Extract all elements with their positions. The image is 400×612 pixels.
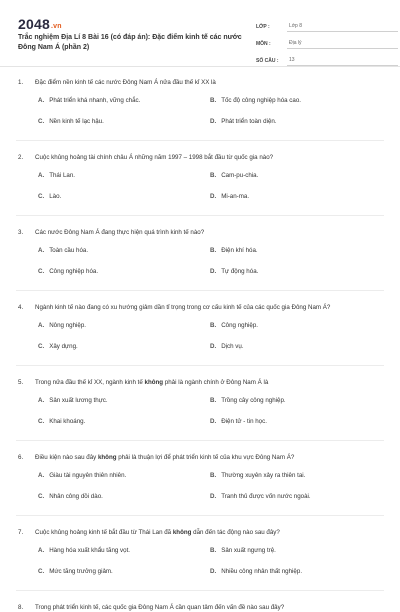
- question-divider: [16, 365, 384, 366]
- answer-option[interactable]: [210, 567, 382, 588]
- answer-options: [38, 471, 384, 513]
- question-text-before: Cuộc khủng hoảng tài chính châu Á những năm 1997 – 1998 bắt đầu từ quốc gia nào?: [35, 154, 274, 161]
- option-letter: D.: [210, 268, 217, 275]
- answer-options: [38, 396, 384, 438]
- option-text: Công nghiệp.: [221, 322, 258, 329]
- question-number: 8.: [18, 604, 24, 611]
- option-text: Tranh thủ được vốn nước ngoài.: [221, 493, 311, 500]
- option-text: Dịch vụ.: [221, 343, 244, 350]
- answer-options: [38, 171, 384, 213]
- answer-option[interactable]: [38, 192, 210, 213]
- option-letter: A.: [38, 172, 45, 179]
- answer-option[interactable]: [210, 267, 382, 288]
- question-text-before: Trong nửa đầu thế kỉ XX, ngành kinh tế: [35, 379, 145, 386]
- question-divider: [16, 590, 384, 591]
- question-list: [18, 78, 384, 612]
- question-body: [35, 153, 273, 162]
- option-letter: A.: [38, 472, 45, 479]
- answer-option[interactable]: [38, 342, 210, 363]
- question-item: [18, 453, 384, 516]
- option-text: Phát triển khá nhanh, vững chắc.: [49, 97, 141, 104]
- answer-option[interactable]: [38, 171, 210, 192]
- question-number: 2.: [18, 154, 24, 161]
- header-divider: [0, 66, 400, 67]
- answer-option[interactable]: [38, 546, 210, 567]
- option-text: Cam-pu-chia.: [221, 172, 259, 179]
- option-text: Xây dựng.: [49, 343, 78, 350]
- question-text-after: phải là thuận lợi để phát triển kinh tế của khu vực Đông Nam Á?: [116, 454, 295, 461]
- site-logo[interactable]: [18, 16, 62, 32]
- question-number: 4.: [18, 304, 24, 311]
- option-letter: B.: [210, 172, 217, 179]
- answer-option[interactable]: [38, 96, 210, 117]
- option-text: Nông nghiệp.: [49, 322, 86, 329]
- question-body: [35, 528, 280, 537]
- answer-option[interactable]: [38, 567, 210, 588]
- answer-option[interactable]: [38, 117, 210, 138]
- question-emphasis: không: [144, 379, 164, 386]
- question-divider: [16, 215, 384, 216]
- question-text-before: Các nước Đông Nam Á đang thực hiện quá trình kinh tế nào?: [35, 229, 205, 236]
- option-text: Tốc độ công nghiệp hóa cao.: [221, 97, 301, 104]
- meta-row-class: [256, 18, 398, 32]
- question-divider: [16, 140, 384, 141]
- option-letter: A.: [38, 322, 45, 329]
- question-number: 1.: [18, 79, 24, 86]
- option-letter: A.: [38, 247, 45, 254]
- question-text-after: phải là ngành chính ở Đông Nam Á là: [163, 379, 269, 386]
- answer-option[interactable]: [38, 321, 210, 342]
- answer-option[interactable]: [210, 492, 382, 513]
- option-text: Giàu tài nguyên thiên nhiên.: [49, 472, 127, 479]
- question-text: [18, 603, 384, 612]
- option-text: Khai khoáng.: [49, 418, 86, 425]
- question-body: [35, 228, 204, 237]
- option-text: Sản xuất ngưng trệ.: [221, 547, 276, 554]
- question-body: [35, 453, 294, 462]
- question-emphasis: không: [97, 454, 117, 461]
- answer-option[interactable]: [38, 471, 210, 492]
- logo-suffix: .vn: [50, 23, 62, 30]
- question-divider: [16, 440, 384, 441]
- option-text: Thường xuyên xảy ra thiên tai.: [221, 472, 306, 479]
- option-letter: C.: [38, 118, 45, 125]
- question-divider: [16, 515, 384, 516]
- question-number: 6.: [18, 454, 24, 461]
- meta-label: SỐ CÂU :: [256, 58, 279, 64]
- option-letter: D.: [210, 418, 217, 425]
- option-text: Điện tử - tin học.: [221, 418, 267, 425]
- answer-options: [38, 246, 384, 288]
- answer-option[interactable]: [210, 321, 382, 342]
- meta-label: MÔN :: [256, 41, 271, 47]
- page-header: [18, 14, 384, 74]
- question-item: [18, 603, 384, 612]
- question-number: 3.: [18, 229, 24, 236]
- question-emphasis: không: [172, 529, 192, 536]
- option-text: Mi-an-ma.: [221, 193, 250, 200]
- meta-label: LỚP :: [256, 24, 270, 30]
- question-item: [18, 528, 384, 591]
- option-letter: B.: [210, 322, 217, 329]
- meta-value: 13: [287, 56, 398, 66]
- question-text-before: Điều kiện nào sau đây: [35, 454, 98, 461]
- question-text: [18, 78, 384, 87]
- option-text: Hàng hóa xuất khẩu tăng vọt.: [49, 547, 131, 554]
- option-letter: A.: [38, 397, 45, 404]
- question-item: [18, 378, 384, 441]
- option-letter: C.: [38, 418, 45, 425]
- question-text: [18, 528, 384, 537]
- meta-panel: [256, 18, 398, 69]
- option-letter: D.: [210, 343, 217, 350]
- question-text-before: Trong phát triển kinh tế, các quốc gia Đông Nam Á cần quan tâm đến vấn đề nào sau đây?: [35, 604, 285, 611]
- question-text-after: dẫn đến tác động nào sau đây?: [191, 529, 280, 536]
- answer-option[interactable]: [210, 96, 382, 117]
- question-item: [18, 153, 384, 216]
- option-letter: C.: [38, 568, 45, 575]
- answer-option[interactable]: [210, 546, 382, 567]
- meta-value: Lớp 8: [287, 22, 398, 32]
- option-text: Công nghiệp hóa.: [49, 268, 99, 275]
- option-letter: D.: [210, 193, 217, 200]
- option-text: Nhân công dồi dào.: [49, 493, 103, 500]
- question-item: [18, 78, 384, 141]
- answer-option[interactable]: [210, 171, 382, 192]
- question-item: [18, 303, 384, 366]
- option-text: Phát triển toàn diện.: [221, 118, 277, 125]
- option-text: Điện khí hóa.: [221, 247, 258, 254]
- question-body: [35, 78, 216, 87]
- question-text: [18, 303, 384, 312]
- option-letter: B.: [210, 547, 217, 554]
- question-text: [18, 378, 384, 387]
- question-text-before: Cuộc khủng hoảng kinh tế bắt đầu từ Thái Lan đã: [35, 529, 173, 536]
- option-text: Sản xuất lương thực.: [49, 397, 108, 404]
- option-text: Nền kinh tế lạc hậu.: [49, 118, 104, 125]
- answer-option[interactable]: [38, 492, 210, 513]
- option-text: Mức tăng trưởng giảm.: [49, 568, 113, 575]
- question-number: 7.: [18, 529, 24, 536]
- answer-option[interactable]: [38, 417, 210, 438]
- meta-row-subject: [256, 35, 398, 49]
- answer-option[interactable]: [38, 267, 210, 288]
- question-body: [35, 378, 268, 387]
- option-letter: B.: [210, 247, 217, 254]
- question-divider: [16, 290, 384, 291]
- answer-option[interactable]: [210, 417, 382, 438]
- question-text-before: Ngành kinh tế nào đang có xu hướng giảm dần tỉ trọng trong cơ cấu kinh tế của các quốc gia Đông Nam Á?: [35, 304, 331, 311]
- question-body: [35, 603, 284, 612]
- option-letter: C.: [38, 343, 45, 350]
- question-body: [35, 303, 330, 312]
- answer-option[interactable]: [210, 342, 382, 363]
- option-letter: A.: [38, 97, 45, 104]
- answer-options: [38, 546, 384, 588]
- answer-option[interactable]: [38, 396, 210, 417]
- option-text: Thái Lan.: [49, 172, 75, 179]
- document-title: Trắc nghiệm Địa Lí 8 Bài 16 (có đáp án): Đặc điểm kinh tế các nước Đông Nam Á (phần 2): [18, 34, 242, 51]
- option-letter: A.: [38, 547, 45, 554]
- question-text: [18, 153, 384, 162]
- option-letter: B.: [210, 97, 217, 104]
- option-letter: D.: [210, 493, 217, 500]
- option-text: Nhiều công nhân thất nghiệp.: [221, 568, 303, 575]
- option-letter: C.: [38, 493, 45, 500]
- option-letter: D.: [210, 118, 217, 125]
- answer-option[interactable]: [210, 396, 382, 417]
- meta-value: Địa lý: [287, 39, 398, 49]
- question-item: [18, 228, 384, 291]
- option-text: Trồng cây công nghiệp.: [221, 397, 286, 404]
- option-letter: B.: [210, 472, 217, 479]
- answer-option[interactable]: [210, 471, 382, 492]
- logo-text: 2048: [18, 16, 50, 32]
- option-letter: C.: [38, 268, 45, 275]
- question-text-before: Đặc điểm nền kinh tế các nước Đông Nam Á nửa đầu thế kỉ XX là: [35, 79, 216, 86]
- answer-options: [38, 321, 384, 363]
- question-number: 5.: [18, 379, 24, 386]
- answer-option[interactable]: [210, 117, 382, 138]
- option-text: Tự động hóa.: [221, 268, 259, 275]
- answer-options: [38, 96, 384, 138]
- answer-option[interactable]: [210, 192, 382, 213]
- question-text: [18, 228, 384, 237]
- question-text: [18, 453, 384, 462]
- option-letter: D.: [210, 568, 217, 575]
- answer-option[interactable]: [210, 246, 382, 267]
- option-text: Toàn cầu hóa.: [49, 247, 89, 254]
- option-letter: C.: [38, 193, 45, 200]
- option-text: Lào.: [49, 193, 62, 200]
- option-letter: B.: [210, 397, 217, 404]
- meta-row-count: [256, 52, 398, 66]
- answer-option[interactable]: [38, 246, 210, 267]
